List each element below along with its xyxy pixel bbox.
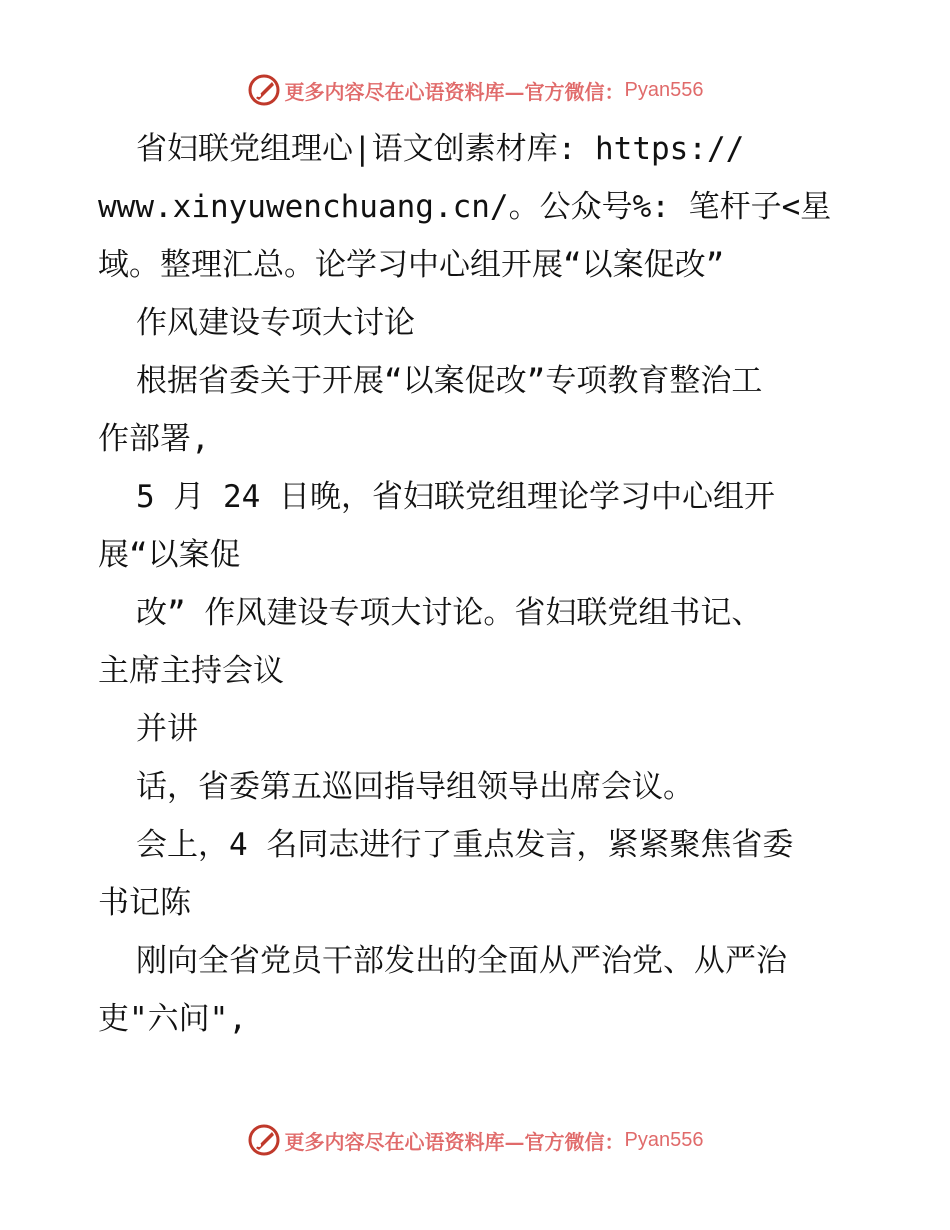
text-line: 书记陈 <box>98 885 191 921</box>
banner-wechat-id: Pyan556 <box>624 1128 704 1151</box>
text-line: 并讲 <box>136 711 198 747</box>
quill-logo-icon <box>247 73 281 107</box>
text-line: 5 月 24 日晚，省妇联党组理论学习中心组开 <box>136 479 775 515</box>
text-line: 作部署, <box>98 421 210 457</box>
text-line: 作风建设专项大讨论 <box>136 305 415 341</box>
footer-banner <box>0 1120 950 1160</box>
quill-logo-icon <box>247 1123 281 1157</box>
text-line: www.xinyuwenchuang.cn/。公众号%: 笔杆子<星 <box>98 189 832 225</box>
banner-text: 更多内容尽在心语资料库—官方微信： <box>284 79 625 104</box>
text-line: 省妇联党组理心|语文创素材库: https:// <box>136 131 745 167</box>
text-line: 主席主持会议 <box>98 653 284 689</box>
banner-wechat-id: Pyan556 <box>624 78 704 101</box>
text-line: 吏"六问", <box>98 1001 247 1037</box>
text-line: 展“以案促 <box>98 537 241 573</box>
header-banner <box>0 70 950 110</box>
document-body <box>98 120 858 1048</box>
text-line: 改” 作风建设专项大讨论。省妇联党组书记、 <box>136 595 763 631</box>
text-line: 刚向全省党员干部发出的全面从严治党、从严治 <box>136 943 787 979</box>
text-line: 根据省委关于开展“以案促改”专项教育整治工 <box>136 363 763 399</box>
text-line: 域。整理汇总。论学习中心组开展“以案促改” <box>98 247 725 283</box>
text-line: 会上，4 名同志进行了重点发言，紧紧聚焦省委 <box>136 827 794 863</box>
banner-text: 更多内容尽在心语资料库—官方微信： <box>284 1129 625 1154</box>
text-line: 话，省委第五巡回指导组领导出席会议。 <box>136 769 694 805</box>
